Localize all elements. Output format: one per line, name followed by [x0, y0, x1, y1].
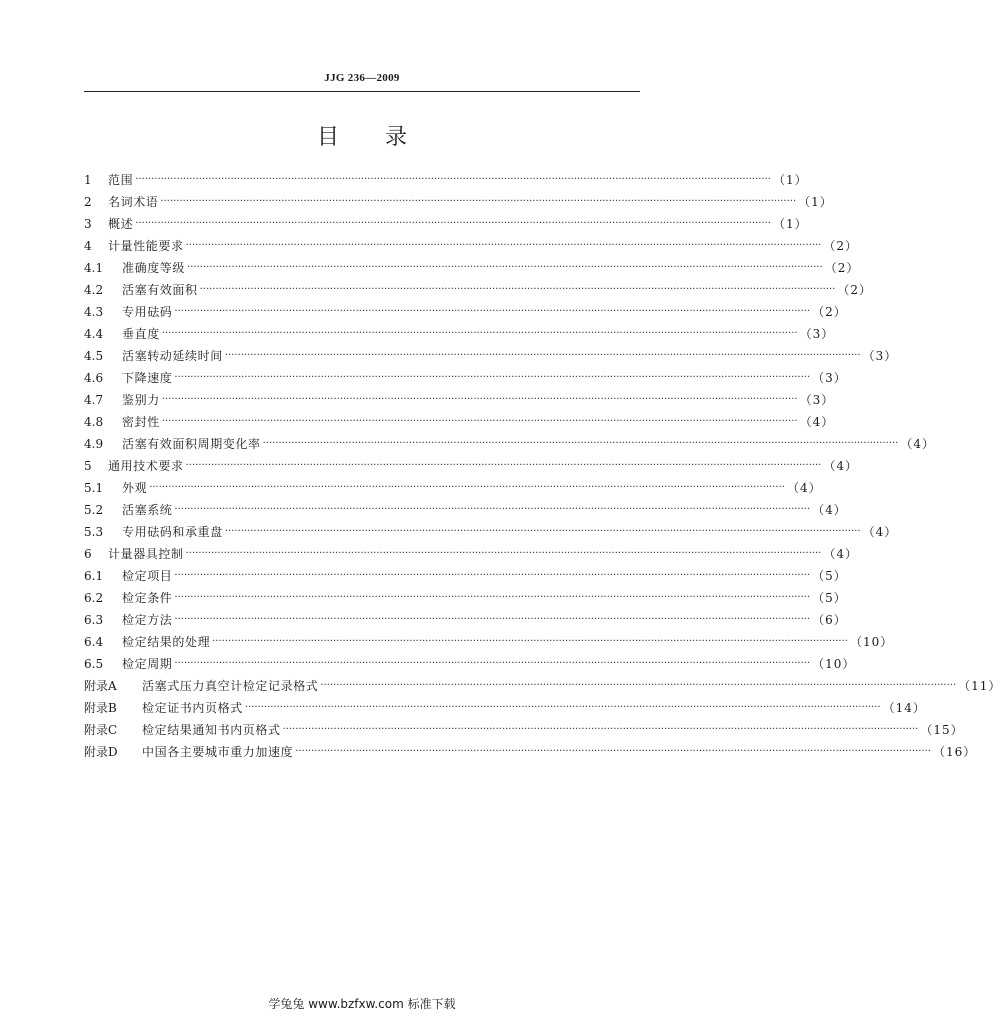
toc-entry[interactable] [84, 455, 858, 477]
toc-leader-dots: ········································································································································································································ [187, 262, 823, 273]
toc-entry-number: 4 [84, 239, 92, 253]
toc-entry-page: （5） [812, 569, 847, 583]
toc-entry[interactable] [84, 367, 847, 389]
toc-entry[interactable] [84, 697, 926, 719]
toc-entry-title: 活塞式压力真空计检定记录格式 [142, 679, 319, 693]
toc-entry[interactable] [84, 433, 935, 455]
toc-leader-dots: ········································································································································································································ [135, 218, 771, 229]
toc-entry-page: （3） [862, 349, 898, 363]
toc-entry-title: 概述 [108, 217, 134, 231]
toc-entry-title: 活塞有效面积 [122, 283, 198, 297]
toc-entry-title: 外观 [122, 481, 148, 495]
toc-entry-page: （10） [812, 657, 856, 671]
toc-leader-dots: ········································································································································································································ [160, 196, 797, 207]
toc-entry-page: （1） [798, 195, 833, 209]
toc-entry[interactable] [84, 543, 858, 565]
title-char-2: 录 [385, 125, 408, 150]
toc-entry[interactable] [84, 719, 964, 741]
toc-entry[interactable] [84, 411, 835, 433]
toc-entry-title: 检定周期 [122, 657, 173, 671]
page-title [0, 120, 724, 151]
toc-entry-page: （4） [799, 415, 835, 429]
toc-entry-number: 4.4 [84, 327, 104, 341]
toc-entry-title: 垂直度 [122, 327, 160, 341]
toc-entry[interactable] [84, 389, 835, 411]
toc-entry-page: （3） [799, 327, 835, 341]
toc-leader-dots: ········································································································································································································ [185, 240, 822, 251]
toc-entry-title: 检定结果通知书内页格式 [142, 723, 281, 737]
toc-entry-number: 6.1 [84, 569, 104, 583]
toc-entry-number: 5 [84, 459, 92, 473]
toc-entry-number: 1 [84, 173, 92, 187]
toc-entry-title: 专用砝码和承重盘 [122, 525, 223, 539]
toc-leader-dots: ········································································································································································································ [262, 438, 899, 449]
toc-entry-number: 6.2 [84, 591, 104, 605]
toc-entry-page: （2） [824, 261, 860, 275]
toc-entry[interactable] [84, 653, 856, 675]
toc-leader-dots: ········································································································································································································ [161, 394, 798, 405]
toc-entry[interactable] [84, 609, 847, 631]
toc-entry-title: 计量器具控制 [108, 547, 184, 561]
toc-entry-title: 密封性 [122, 415, 160, 429]
toc-entry-title: 检定证书内页格式 [142, 701, 243, 715]
toc-leader-dots: ········································································································································································································ [174, 372, 811, 383]
toc-leader-dots: ········································································································································································································ [295, 746, 931, 757]
toc-entry-number: 4.2 [84, 283, 104, 297]
toc-leader-dots: ········································································································································································································ [185, 548, 822, 559]
toc-leader-dots: ········································································································································································································ [161, 416, 798, 427]
toc-entry-number: 6.4 [84, 635, 104, 649]
toc-entry-page: （5） [812, 591, 847, 605]
toc-leader-dots: ········································································································································································································ [224, 526, 861, 537]
toc-entry-title: 检定条件 [122, 591, 173, 605]
toc-entry[interactable] [84, 477, 822, 499]
toc-entry-page: （1） [772, 173, 808, 187]
toc-entry-page: （2） [823, 239, 858, 253]
toc-entry-title: 名词术语 [108, 195, 159, 209]
toc-entry-page: （3） [799, 393, 835, 407]
toc-entry-number: 4.8 [84, 415, 104, 429]
toc-entry-number: 6.5 [84, 657, 104, 671]
toc-leader-dots: ········································································································································································································ [199, 284, 836, 295]
toc-entry-page: （1） [772, 217, 808, 231]
toc-entry[interactable] [84, 675, 1001, 697]
toc-leader-dots: ········································································································································································································ [174, 658, 811, 669]
toc-entry-title: 通用技术要求 [108, 459, 184, 473]
toc-entry-number: 4.6 [84, 371, 104, 385]
title-char-1: 目 [316, 125, 339, 150]
toc-entry-number: 4.7 [84, 393, 104, 407]
toc-entry[interactable] [84, 631, 894, 653]
toc-entry[interactable] [84, 741, 977, 763]
toc-entry-title: 中国各主要城市重力加速度 [142, 745, 294, 759]
toc-entry[interactable] [84, 191, 833, 213]
toc-entry-page: （6） [812, 613, 847, 627]
toc-entry[interactable] [84, 323, 835, 345]
toc-leader-dots: ········································································································································································································ [224, 350, 861, 361]
toc-entry[interactable] [84, 345, 898, 367]
toc-leader-dots: ········································································································································································································ [244, 702, 881, 713]
toc-leader-dots: ········································································································································································································ [174, 592, 811, 603]
toc-entry-page: （2） [837, 283, 872, 297]
toc-entry-title: 检定项目 [122, 569, 173, 583]
toc-entry[interactable] [84, 521, 898, 543]
toc-entry-number: 附录C [84, 723, 118, 737]
toc-entry-page: （11） [958, 679, 1001, 693]
table-of-contents [84, 169, 1001, 763]
document-code-header: JJG 236—2009 [324, 72, 400, 84]
toc-entry-page: （2） [812, 305, 847, 319]
toc-leader-dots: ········································································································································································································ [185, 460, 822, 471]
footer-watermark: 学兔兔 www.bzfxw.com 标准下载 [268, 997, 456, 1011]
toc-entry-number: 4.1 [84, 261, 104, 275]
toc-entry-number: 5.3 [84, 525, 104, 539]
toc-entry[interactable] [84, 279, 872, 301]
toc-entry-number: 5.1 [84, 481, 104, 495]
toc-entry-page: （14） [882, 701, 926, 715]
toc-leader-dots: ········································································································································································································ [212, 636, 848, 647]
toc-entry-page: （4） [900, 437, 935, 451]
toc-entry-page: （16） [932, 745, 977, 759]
toc-entry-number: 4.3 [84, 305, 104, 319]
toc-entry[interactable] [84, 565, 847, 587]
toc-entry[interactable] [84, 235, 858, 257]
toc-entry[interactable] [84, 499, 847, 521]
toc-leader-dots: ········································································································································································································ [174, 504, 811, 515]
toc-entry[interactable] [84, 301, 847, 323]
toc-leader-dots: ········································································································································································································ [135, 174, 771, 185]
toc-entry[interactable] [84, 587, 847, 609]
toc-leader-dots: ········································································································································································································ [161, 328, 798, 339]
toc-entry-number: 附录A [84, 679, 117, 693]
toc-entry-title: 鉴别力 [122, 393, 160, 407]
toc-entry-page: （4） [823, 459, 858, 473]
toc-entry-page: （4） [823, 547, 858, 561]
toc-leader-dots: ········································································································································································································ [282, 724, 919, 735]
toc-entry-title: 检定方法 [122, 613, 173, 627]
toc-entry-number: 3 [84, 217, 92, 231]
toc-entry[interactable] [84, 169, 808, 191]
toc-entry-number: 附录B [84, 701, 117, 715]
toc-entry-title: 活塞有效面积周期变化率 [122, 437, 261, 451]
toc-entry-number: 4.9 [84, 437, 104, 451]
toc-leader-dots: ········································································································································································································ [174, 614, 811, 625]
toc-entry-title: 范围 [108, 173, 134, 187]
toc-leader-dots: ········································································································································································································ [320, 680, 957, 691]
toc-entry-number: 5.2 [84, 503, 104, 517]
toc-entry-title: 准确度等级 [122, 261, 186, 275]
toc-entry-title: 专用砝码 [122, 305, 173, 319]
toc-entry-number: 4.5 [84, 349, 104, 363]
toc-entry-title: 活塞系统 [122, 503, 173, 517]
toc-entry-number: 6 [84, 547, 92, 561]
toc-entry-number: 2 [84, 195, 92, 209]
toc-entry[interactable] [84, 257, 860, 279]
toc-entry-title: 下降速度 [122, 371, 173, 385]
toc-leader-dots: ········································································································································································································ [174, 570, 811, 581]
toc-entry-page: （4） [786, 481, 822, 495]
toc-entry-title: 活塞转动延续时间 [122, 349, 223, 363]
toc-entry[interactable] [84, 213, 808, 235]
toc-entry-title: 计量性能要求 [108, 239, 184, 253]
toc-entry-number: 附录D [84, 745, 118, 759]
toc-entry-page: （4） [812, 503, 847, 517]
toc-entry-number: 6.3 [84, 613, 104, 627]
toc-entry-page: （4） [862, 525, 898, 539]
toc-leader-dots: ········································································································································································································ [174, 306, 811, 317]
header-rule [84, 91, 640, 92]
toc-entry-page: （10） [849, 635, 894, 649]
toc-leader-dots: ········································································································································································································ [149, 482, 785, 493]
toc-entry-page: （3） [812, 371, 847, 385]
toc-entry-page: （15） [920, 723, 964, 737]
toc-entry-title: 检定结果的处理 [122, 635, 211, 649]
